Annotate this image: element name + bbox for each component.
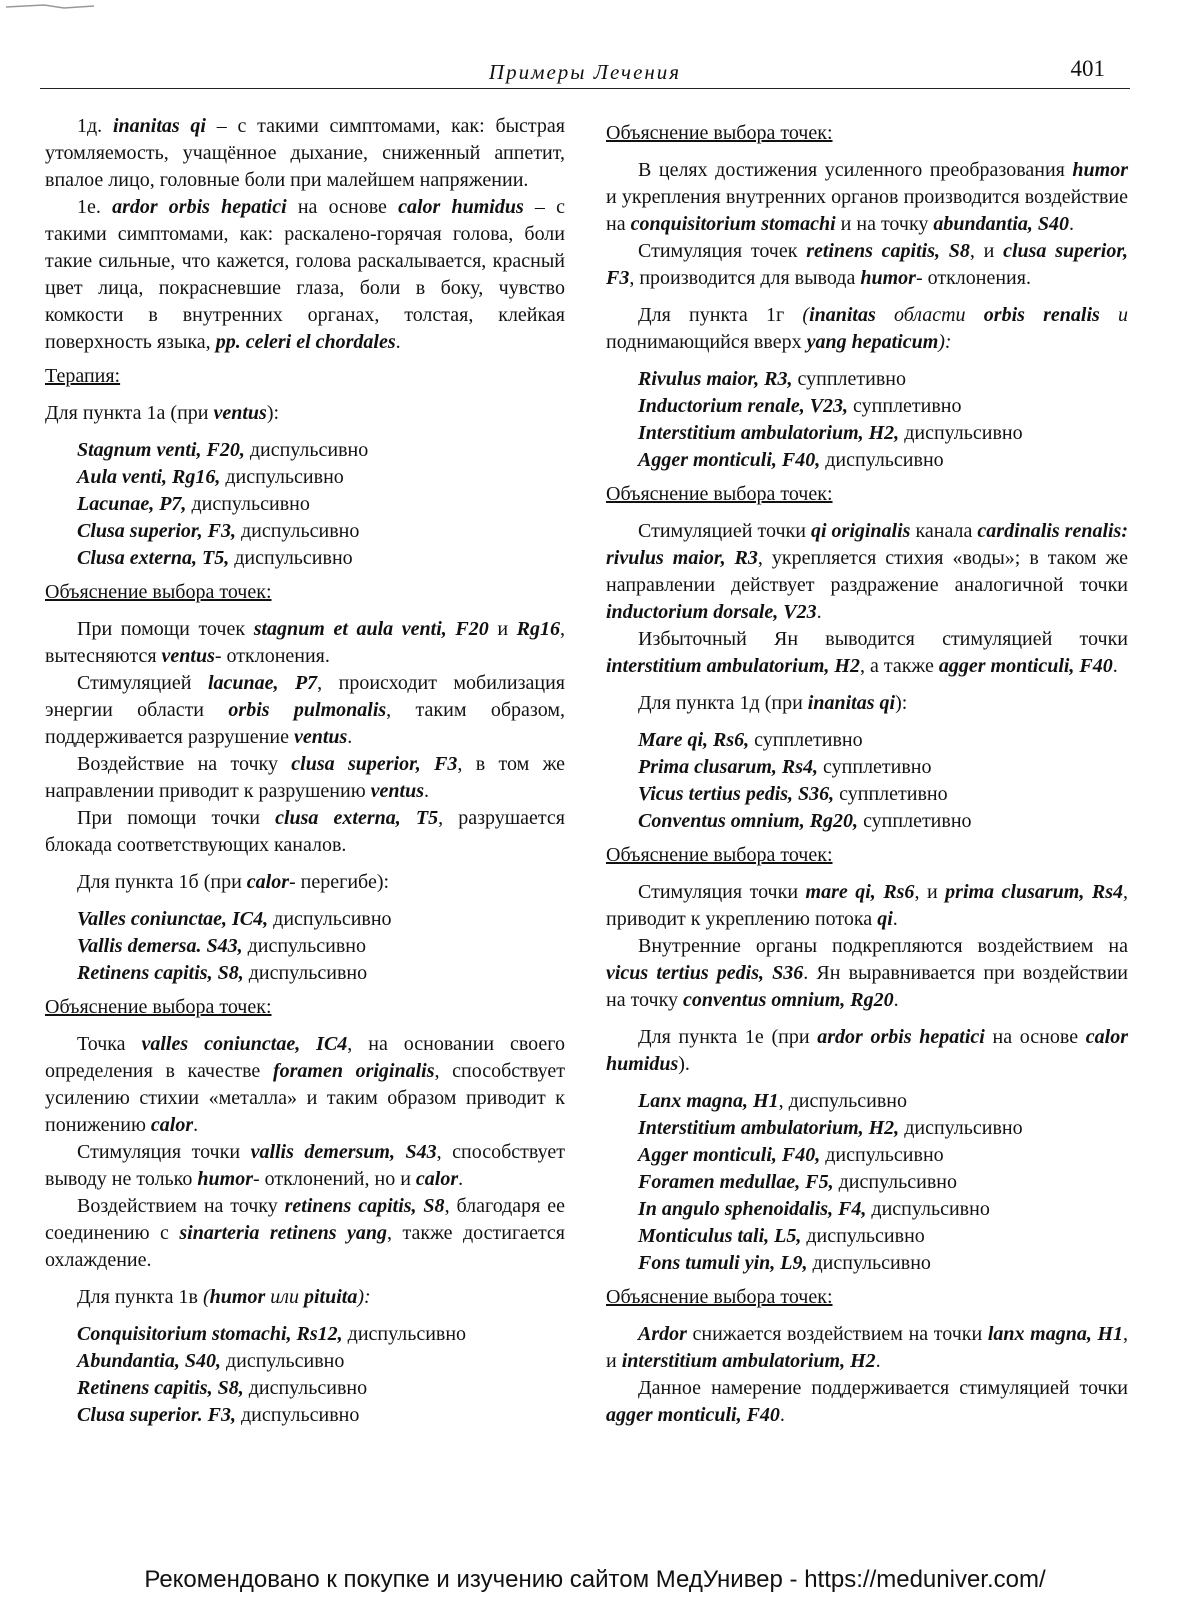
point-line: Inductorium renale, V23, супплетивно (638, 395, 962, 417)
running-title: Примеры Лечения (488, 60, 682, 84)
paragraph: Стимуляцией lacunae, P7, происходит мобилизация энергии области orbis pulmonalis, таким образом, поддерживается разрушение ventus. (45, 672, 565, 748)
point-line: Fons tumuli yin, L9, диспульсивно (638, 1252, 931, 1274)
paragraph: Избыточный Ян выводится стимуляцией точки interstitium ambulatorium, H2, а также agger monticuli, F40. (606, 628, 1128, 677)
section-heading: Объяснение выбора точек: (45, 996, 272, 1018)
point-line: Для пункта 1в (humor или pituita): (77, 1286, 371, 1308)
point-line: Для пункта 1д (при inanitas qi): (638, 692, 908, 714)
paragraph: Для пункта 1а (при ventus): (45, 402, 280, 424)
paragraph: Воздействие на точку clusa superior, F3, в том же направлении приводит к разрушению ventus. (45, 753, 565, 802)
section-heading: Объяснение выбора точек: (45, 581, 272, 603)
right-column (606, 113, 1128, 1429)
point-line: Vallis demersa. S43, диспульсивно (77, 935, 366, 957)
point-line: Clusa externa, T5, диспульсивно (77, 547, 353, 569)
point-line: Retinens capitis, S8, диспульсивно (77, 1377, 368, 1399)
paragraph: Данное намерение поддерживается стимуляцией точки agger monticuli, F40. (606, 1377, 1128, 1426)
point-line: Mare qi, Rs6, супплетивно (638, 729, 863, 751)
point-line: Abundantia, S40, диспульсивно (77, 1350, 345, 1372)
point-line: Для пункта 1б (при calor- перегибе): (77, 871, 390, 893)
point-line: Foramen medullae, F5, диспульсивно (638, 1171, 957, 1193)
paragraph: При помощи точки clusa externa, T5, разрушается блокада соответствующих каналов. (45, 807, 565, 856)
point-line: Prima clusarum, Rs4, супплетивно (638, 756, 932, 778)
point-line: In angulo sphenoidalis, F4, диспульсивно (638, 1198, 990, 1220)
paragraph: Ardor снижается воздействием на точки lanx magna, H1, и interstitium ambulatorium, H2. (606, 1323, 1128, 1372)
point-line: Agger monticuli, F40, диспульсивно (638, 449, 944, 471)
paragraph: 1д. inanitas qi – с такими симптомами, как: быстрая утомляемость, учащённое дыхание, сниженный аппетит, впалое лицо, головные боли при малейшем напряжении. (45, 115, 565, 191)
section-heading: Объяснение выбора точек: (606, 844, 833, 866)
paragraph: Стимуляция точек retinens capitis, S8, и clusa superior, F3, производится для вывода humor- отклонения. (606, 240, 1128, 289)
paragraph: Для пункта 1г (inanitas области orbis renalis и поднимающийся вверх yang hepaticum): (606, 304, 1129, 353)
point-line: Conquisitorium stomachi, Rs12, диспульсивно (77, 1323, 467, 1345)
paragraph: Стимуляция точки mare qi, Rs6, и prima clusarum, Rs4, приводит к укреплению потока qi. (606, 881, 1128, 930)
paragraph: Внутренние органы подкрепляются воздействием на vicus tertius pedis, S36. Ян выравнивается при воздействии на точку conventus omnium, Rg20. (606, 935, 1129, 1011)
page-number: 401 (1070, 56, 1105, 81)
point-line: Conventus omnium, Rg20, супплетивно (638, 810, 972, 832)
paragraph: В целях достижения усиленного преобразования humor и укрепления внутренних органов производится воздействие на conquisitorium stomachi и на точку abundantia, S40. (606, 159, 1128, 235)
paragraph: Точка valles coniunctae, IC4, на основании своего определения в качестве foramen originalis, способствует усилению стихии «металла» и таким образом приводит к понижению calor. (45, 1033, 565, 1136)
point-line: Monticulus tali, L5, диспульсивно (638, 1225, 925, 1247)
paragraph: При помощи точек stagnum et aula venti, F20 и Rg16, вытесняются ventus- отклонения. (45, 618, 566, 667)
paragraph: Воздействием на точку retinens capitis, S8, благодаря ее соединению с sinarteria retinens yang, также достигается охлаждение. (45, 1195, 566, 1271)
paragraph: Стимуляция точки vallis demersum, S43, способствует выводу не только humor- отклонений, но и calor. (45, 1141, 565, 1190)
section-heading: Терапия: (45, 365, 121, 387)
point-line: Interstitium ambulatorium, H2, диспульсивно (638, 1117, 1023, 1139)
paragraph: Для пункта 1е (при ardor orbis hepatici на основе calor humidus). (606, 1026, 1128, 1075)
footer-recommendation: Рекомендовано к покупке и изучению сайтом МедУнивер - https://meduniver.com/ (144, 1566, 1046, 1593)
section-heading: Объяснение выбора точек: (606, 1286, 833, 1308)
left-column (45, 113, 565, 1429)
running-header (40, 52, 1130, 89)
point-line: Agger monticuli, F40, диспульсивно (638, 1144, 944, 1166)
point-line: Rivulus maior, R3, супплетивно (638, 368, 906, 390)
point-line: Stagnum venti, F20, диспульсивно (77, 439, 369, 461)
paragraph: 1е. ardor orbis hepatici на основе calor humidus – с такими симптомами, как: раскалено-горячая голова, боли такие сильные, что кажется, голова раскалывается, красный цвет лица, покрасневшие глаза, боли в боку, чувство комкости в внутренних органах, толстая, клейкая поверхность языка, pp. celeri el chordales. (45, 196, 565, 353)
point-line: Lacunae, P7, диспульсивно (77, 493, 310, 515)
scan-artifact (4, 0, 164, 12)
paragraph: Стимуляцией точки qi originalis канала cardinalis renalis: rivulus maior, R3, укрепляется стихия «воды»; в таком же направлении действует раздражение аналогичной точки inductorium dorsale, V23. (606, 520, 1129, 623)
section-heading: Объяснение выбора точек: (606, 122, 833, 144)
point-line: Lanx magna, H1, диспульсивно (638, 1090, 907, 1112)
point-line: Clusa superior. F3, диспульсивно (77, 1404, 360, 1426)
point-line: Vicus tertius pedis, S36, супплетивно (638, 783, 948, 805)
point-line: Retinens capitis, S8, диспульсивно (77, 962, 368, 984)
point-line: Interstitium ambulatorium, H2, диспульсивно (638, 422, 1023, 444)
point-line: Valles coniunctae, IC4, диспульсивно (77, 908, 392, 930)
section-heading: Объяснение выбора точек: (606, 483, 833, 505)
point-line: Clusa superior, F3, диспульсивно (77, 520, 360, 542)
point-line: Aula venti, Rg16, диспульсивно (77, 466, 344, 488)
